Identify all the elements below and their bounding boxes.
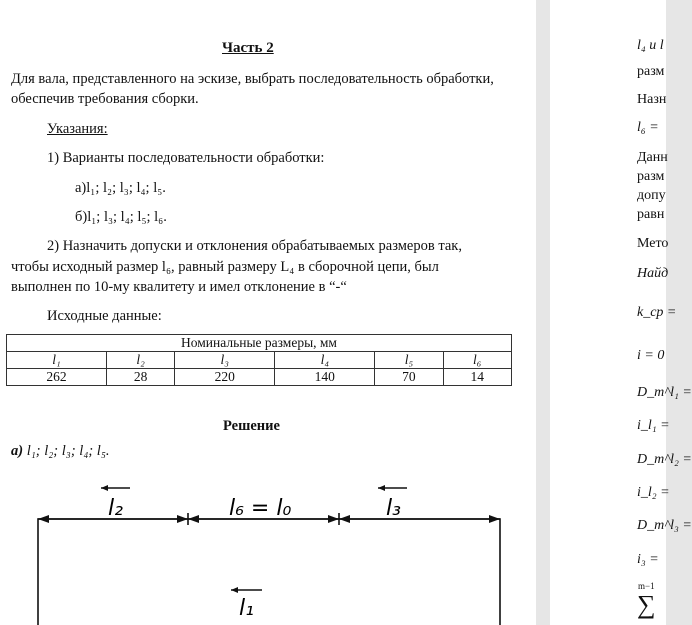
arrowhead bbox=[188, 515, 199, 523]
document-page-right bbox=[550, 0, 692, 625]
page-heading: Часть 2 bbox=[222, 40, 274, 56]
right-page-line: разм bbox=[637, 64, 665, 79]
right-page-line: равн bbox=[637, 207, 665, 222]
right-page-line: k_cp = bbox=[637, 305, 677, 320]
hints-label: Указания: bbox=[47, 121, 108, 137]
arrowhead bbox=[101, 485, 108, 491]
table-value-cell: 14 bbox=[443, 369, 511, 386]
right-page-line: Назн bbox=[637, 92, 667, 107]
right-page-line: допу bbox=[637, 188, 666, 203]
arrowhead bbox=[38, 515, 49, 523]
source-data-label: Исходные данные: bbox=[47, 308, 162, 324]
hint-2-line: выполнен по 10-му квалитету и имел отклонение в “-“ bbox=[11, 279, 347, 295]
solution-a-label: а) bbox=[11, 443, 24, 459]
hint-1: 1) Варианты последовательности обработки: bbox=[47, 150, 325, 166]
table-header-cell: l₄ bbox=[275, 352, 375, 369]
arrowhead bbox=[378, 485, 385, 491]
variant-b: б)l₁; l₃; l₄; l₅; l₆. bbox=[75, 209, 167, 225]
right-page-line: l₆ = bbox=[637, 120, 659, 135]
arrowhead bbox=[328, 515, 339, 523]
hint-2-line: 2) Назначить допуски и отклонения обрабатываемых размеров так, bbox=[47, 238, 462, 254]
right-page-line: l₄ и l bbox=[637, 38, 664, 53]
right-page-line: D_m^l₁ = bbox=[637, 385, 692, 400]
variant-a: а)l₁; l₂; l₃; l₄; l₅. bbox=[75, 180, 166, 196]
hint-2-line: чтобы исходный размер l₆, равный размеру L₄ в сборочной цепи, был bbox=[11, 259, 439, 275]
solution-a-sequence: l₁; l₂; l₃; l₄; l₅. bbox=[26, 443, 110, 459]
arrowhead bbox=[231, 587, 238, 593]
right-page-line: i₃ = bbox=[637, 552, 659, 567]
sketch-label-l6: l₆ = l₀ bbox=[229, 496, 292, 521]
table-header-cell: l₅ bbox=[375, 352, 443, 369]
sketch-label-l2: l₂ bbox=[108, 496, 123, 521]
right-page-line: i_l₂ = bbox=[637, 485, 670, 500]
sketch-label-l3: l₃ bbox=[386, 496, 401, 521]
summation-symbol: ∑ bbox=[637, 590, 656, 619]
right-page-line: i = 0 bbox=[637, 348, 665, 363]
right-page-line: Данн bbox=[637, 150, 668, 165]
table-header-cell: l₆ bbox=[443, 352, 511, 369]
right-page-line: m−1 bbox=[638, 581, 655, 591]
table-header-cell: l₂ bbox=[107, 352, 175, 369]
part-outline bbox=[38, 519, 500, 625]
table-header-cell: l₃ bbox=[175, 352, 275, 369]
table-value-cell: 70 bbox=[375, 369, 443, 386]
right-page-line: Найд bbox=[637, 266, 669, 281]
arrowhead bbox=[489, 515, 500, 523]
table-caption: Номинальные размеры, мм bbox=[7, 335, 512, 352]
arrowhead bbox=[177, 515, 188, 523]
table-header-cell: l₁ bbox=[7, 352, 107, 369]
table-value-cell: 262 bbox=[7, 369, 107, 386]
right-page-line: i_l₁ = bbox=[637, 418, 670, 433]
sketch-label-l1: l₁ bbox=[239, 596, 254, 621]
right-page-line: D_m^l₃ = bbox=[637, 518, 692, 533]
task-text-line: Для вала, представленного на эскизе, выбрать последовательность обработки, bbox=[11, 71, 494, 87]
right-page-line: D_m^l₂ = bbox=[637, 452, 692, 467]
task-text-line: обеспечив требования сборки. bbox=[11, 91, 199, 107]
table-value-cell: 220 bbox=[175, 369, 275, 386]
right-page-line: Мето bbox=[637, 236, 669, 251]
arrowhead bbox=[339, 515, 350, 523]
table-value-cell: 140 bbox=[275, 369, 375, 386]
table-value-cell: 28 bbox=[107, 369, 175, 386]
solution-heading: Решение bbox=[223, 418, 280, 434]
right-page-line: разм bbox=[637, 169, 665, 184]
